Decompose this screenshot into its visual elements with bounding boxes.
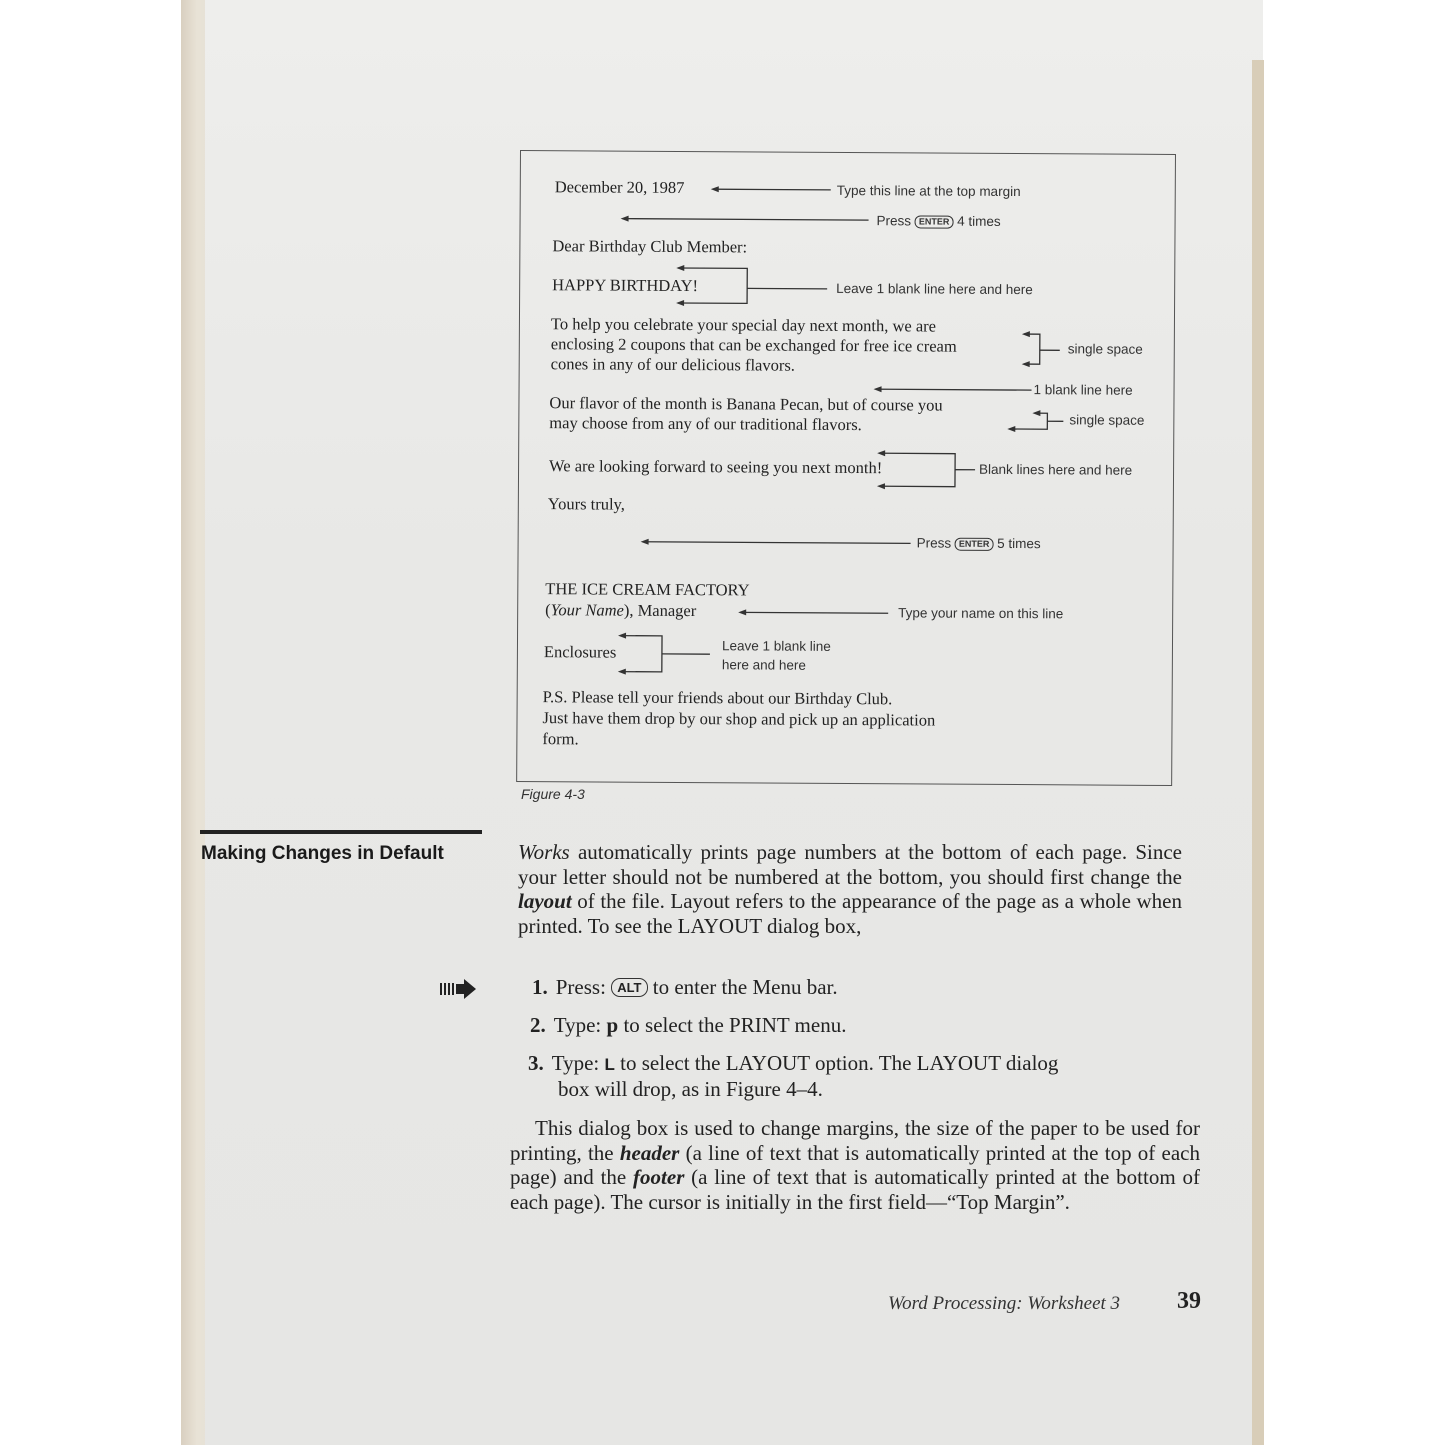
step-text: Press: xyxy=(555,975,612,999)
works-term: Works xyxy=(518,840,570,864)
letter-enclosures: Enclosures xyxy=(543,642,617,662)
annotation-leave-blank-line: Leave 1 blank line xyxy=(721,638,831,654)
times-label: 5 times xyxy=(997,535,1041,552)
figure-caption: Figure 4-3 xyxy=(521,786,585,802)
alt-key-icon: ALT xyxy=(611,978,647,997)
step-3 xyxy=(528,1051,1058,1077)
body-paragraph-1 xyxy=(518,840,1182,938)
header-term: header xyxy=(619,1140,680,1165)
body-text-span: (a line of text that is automatically printed at the bottom of each page). The cursor is initially in the first field—“Top Margin”. xyxy=(510,1165,1200,1214)
step-text: to enter the Menu bar. xyxy=(647,975,838,999)
running-footer-title: Word Processing: Worksheet 3 xyxy=(888,1293,1121,1314)
letter-ps-line3: form. xyxy=(542,729,579,749)
annotation-blank-here-and-here: Leave 1 blank line here and here xyxy=(836,280,1033,298)
letter-para2-line2: may choose from any of our traditional flavors. xyxy=(549,413,862,435)
layout-term: layout xyxy=(518,889,572,913)
letter-ps-line1: P.S. Please tell your friends about our Birthday Club. xyxy=(542,687,893,709)
step-3-line-2: box will drop, as in Figure 4–4. xyxy=(558,1077,823,1101)
step-number: 1. xyxy=(532,975,548,999)
annotation-top-margin: Type this line at the top margin xyxy=(836,182,1021,200)
step-number: 3. xyxy=(528,1051,544,1075)
body-text-span: (a line of text that is automatically printed at the top of each page) and the xyxy=(510,1140,1200,1189)
signer-name: Your Name xyxy=(550,600,624,620)
annotation-blank-lines: Blank lines here and here xyxy=(979,461,1133,478)
enter-key-icon: ENTER xyxy=(955,538,994,551)
page-edge xyxy=(1252,60,1264,1445)
signer-title: ), Manager xyxy=(623,600,697,621)
press-label: Press xyxy=(876,213,912,229)
letter-salutation: Dear Birthday Club Member: xyxy=(552,236,748,257)
arrow-pointer-icon xyxy=(440,979,478,999)
letter-para1-line2: enclosing 2 coupons that can be exchanged for free ice cream xyxy=(550,334,957,356)
step-text: Type: xyxy=(553,1013,607,1037)
annotation-press-enter-4 xyxy=(877,213,1001,229)
annotation-type-name: Type your name on this line xyxy=(898,605,1064,622)
body-paragraph-2 xyxy=(510,1116,1200,1214)
step-key: L xyxy=(604,1055,615,1074)
body-text-span: automatically prints page numbers at the bottom of each page. Since your letter should not be numbered at the bottom, you should first change the xyxy=(518,840,1182,889)
footer-term: footer xyxy=(633,1165,685,1189)
letter-headline: HAPPY BIRTHDAY! xyxy=(552,275,699,296)
section-rule xyxy=(200,830,482,834)
figure-letter-box xyxy=(516,150,1176,786)
press-label: Press xyxy=(916,535,952,551)
times-label: 4 times xyxy=(957,213,1001,229)
letter-para3: We are looking forward to seeing you next month! xyxy=(549,456,883,478)
signer-paren: ( xyxy=(545,600,551,620)
section-title: Making Changes in Default xyxy=(201,843,444,864)
letter-para1-line3: cones in any of our delicious flavors. xyxy=(550,354,795,375)
annotation-press-enter-5 xyxy=(917,535,1041,551)
annotation-here-and-here: here and here xyxy=(721,657,806,673)
letter-para2-line1: Our flavor of the month is Banana Pecan, but of course you xyxy=(549,393,943,415)
letter-date: December 20, 1987 xyxy=(554,177,685,198)
letter-closing: Yours truly, xyxy=(547,494,625,514)
letter-para1-line1: To help you celebrate your special day next month, we are xyxy=(550,314,937,336)
body-text-span: of the file. Layout refers to the appearance of the page as a whole when printed. To see the LAYOUT dialog box, xyxy=(518,889,1182,938)
step-2 xyxy=(530,1013,846,1038)
enter-key-icon: ENTER xyxy=(915,215,954,228)
annotation-single-space-2: single space xyxy=(1069,412,1145,428)
step-number: 2. xyxy=(530,1013,546,1037)
letter-ps-line2: Just have them drop by our shop and pick up an application xyxy=(542,708,936,730)
step-1 xyxy=(532,975,838,1000)
step-text: to select the PRINT menu. xyxy=(618,1013,847,1037)
page-number: 39 xyxy=(1177,1288,1201,1314)
letter-company: THE ICE CREAM FACTORY xyxy=(545,579,750,600)
step-text: to select the LAYOUT option. The LAYOUT dialog xyxy=(614,1051,1059,1075)
step-text: Type: xyxy=(551,1051,605,1075)
annotation-one-blank-line: 1 blank line here xyxy=(1033,382,1133,398)
body-text-span: This dialog box is used to change margins, the size of the paper to be used for printing, the xyxy=(510,1116,1200,1165)
step-key: p xyxy=(606,1013,619,1037)
letter-signer xyxy=(545,600,696,621)
annotation-single-space-1: single space xyxy=(1067,341,1143,357)
